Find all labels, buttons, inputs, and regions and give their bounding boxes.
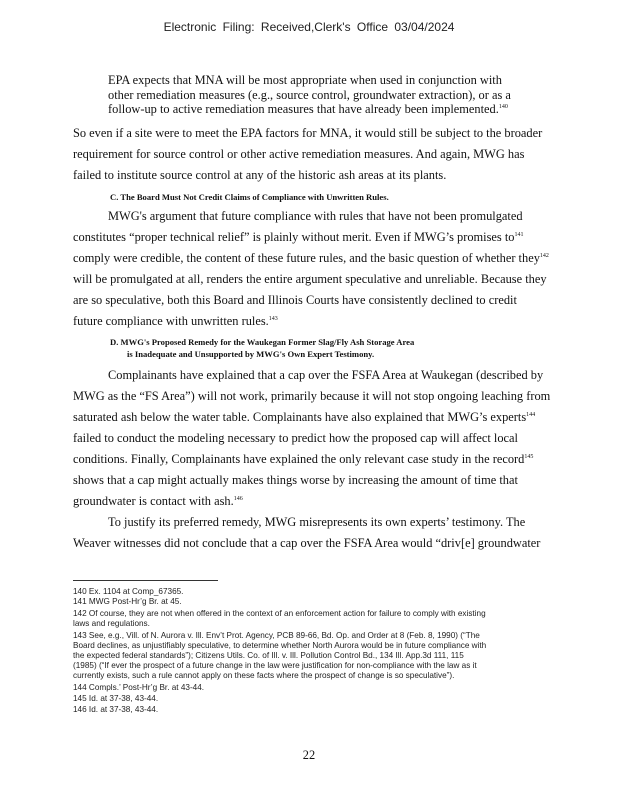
- quote-line: other remediation measures (e.g., source control, groundwater extraction), or as a: [108, 87, 511, 102]
- body-line: MWG's argument that future compliance with rules that have not been promulgated: [108, 209, 523, 223]
- footnote-ref[interactable]: 140: [498, 103, 508, 110]
- section-heading-d-cont: is Inadequate and Unsupported by MWG's Own Expert Testimony.: [127, 349, 375, 359]
- footnote: 141 MWG Post-Hr’g Br. at 45.: [73, 597, 182, 606]
- footnote-cont: the expected federal standards”); Citizens Utils. Co. of Ill. v. Ill. Pollution Control Bd., 134 Ill. App.3d 111, 115: [73, 651, 464, 660]
- footnote-ref[interactable]: 142: [539, 252, 549, 259]
- body-line: conditions. Finally, Complainants have explained the only relevant case study in the record$^{145}$: [73, 452, 534, 466]
- footnote: 145 Id. at 37-38, 43-44.: [73, 694, 159, 703]
- footnote-ref[interactable]: 144: [526, 411, 536, 418]
- body-line: To justify its preferred remedy, MWG misrepresents its own experts’ testimony. The: [108, 515, 526, 529]
- body-line: Complainants have explained that a cap over the FSFA Area at Waukegan (described by: [108, 368, 544, 382]
- footnote: 140 Ex. 1104 at Comp_67365.: [73, 587, 184, 596]
- footnote: 143 See, e.g., Vill. of N. Aurora v. Ill. Env’t Prot. Agency, PCB 89-66, Bd. Op. and Order at 8 (Feb. 8, 1990) (“The: [73, 631, 480, 640]
- footnote-ref[interactable]: 143: [268, 315, 278, 322]
- section-heading-c: C. The Board Must Not Credit Claims of Compliance with Unwritten Rules.: [110, 192, 389, 202]
- footnote: 142 Of course, they are not when offered in the context of an enforcement action for failure to comply with existing: [73, 609, 486, 618]
- body-line: MWG as the “FS Area”) will not work, primarily because it will not stop ongoing leaching from: [73, 389, 551, 403]
- body-line: failed to institute source control at any of the historic ash areas at its plants.: [73, 168, 447, 182]
- page-number: 22: [302, 748, 316, 762]
- body-line: requirement for source control or other active remediation measures. And again, MWG has: [73, 147, 525, 161]
- body-line: saturated ash below the water table. Complainants have also explained that MWG’s experts$^{144}$: [73, 410, 536, 424]
- footnote-cont: laws and regulations.: [73, 619, 150, 628]
- filing-header: Electronic Filing: Received,Clerk's Office 03/04/2024: [163, 20, 455, 34]
- quote-line: EPA expects that MNA will be most appropriate when used in conjunction with: [108, 73, 502, 87]
- body-line: constitutes “proper technical relief” is plainly without merit. Even if MWG’s promises $to^{141}$: [73, 230, 524, 244]
- body-line: So even if a site were to meet the EPA factors for MNA, it would still be subject to the broader: [73, 126, 543, 140]
- footnote-ref[interactable]: 141: [514, 231, 524, 238]
- footnote-cont: Board declines, as unjustifiably speculative, to determine whether North Aurora would be in future compliance with: [73, 641, 487, 650]
- footnote-ref[interactable]: 146: [233, 495, 243, 502]
- footnote-ref[interactable]: 145: [524, 453, 534, 460]
- body-line: shows that a cap might actually makes things worse by increasing the amount of time that: [73, 473, 518, 487]
- body-line: groundwater is contact with ash.$^{146}$: [73, 494, 243, 508]
- body-line: comply were credible, the content of these future rules, and the basic question of whether they$^{142}$: [73, 251, 549, 265]
- footnote: 146 Id. at 37-38, 43-44.: [73, 705, 159, 714]
- body-line: failed to conduct the modeling necessary to predict how the proposed cap will affect local: [73, 431, 518, 445]
- body-line: will be promulgated at all, renders the entire argument speculative and unreliable. Because they: [73, 272, 547, 286]
- footnote-cont: (1985) (“If ever the prospect of a future change in the law were justification for non-compliance with the law as it: [73, 661, 477, 670]
- block-quote: [108, 73, 538, 117]
- body-line: Weaver witnesses did not conclude that a cap over the FSFA Area would “driv[e] groundwater: [73, 536, 541, 550]
- section-heading-d: D. MWG's Proposed Remedy for the Waukegan Former Slag/Fly Ash Storage Area: [110, 337, 415, 347]
- body-line: future compliance with unwritten rules.$^{143}$: [73, 314, 278, 328]
- footnote: 144 Compls.’ Post-Hr’g Br. at 43-44.: [73, 683, 205, 692]
- footnote-cont: currently exists, such a rule cannot apply on these facts where the prospect of change is so speculative”).: [73, 671, 455, 680]
- quote-line: follow-up to active remediation measures that have already been implemented.$^{140}$: [108, 102, 508, 116]
- footnote-divider: [73, 580, 218, 581]
- body-line: are so speculative, both this Board and Illinois Courts have consistently declined to credit: [73, 293, 517, 307]
